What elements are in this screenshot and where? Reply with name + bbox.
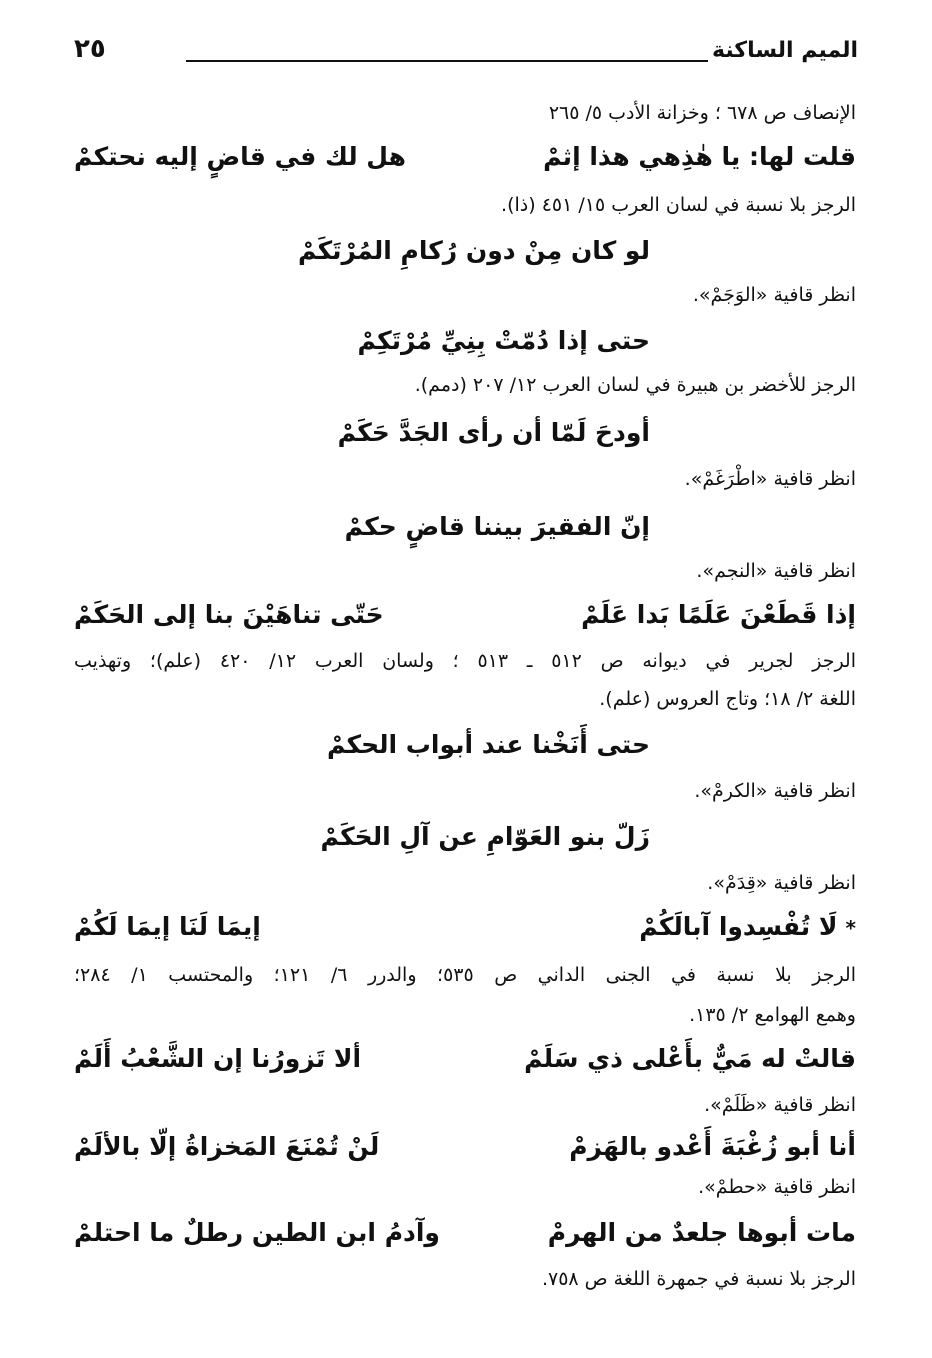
verse-first-hemistich — [639, 912, 856, 941]
verse-second-hemistich: حَتّى تناهَيْنَ بنا إلى الحَكَمْ — [74, 600, 384, 629]
verse-line — [74, 1044, 856, 1073]
verse-first-hemistich: أنا أبو زُغْبَةَ أَعْدو بالهَزمْ — [569, 1132, 856, 1161]
verse-line — [74, 600, 856, 629]
single-verse: لو كان مِنْ دون رُكامِ المُرْتَكَمْ — [298, 236, 650, 265]
verse-second-hemistich: إيمَا لَنَا إيمَا لَكُمْ — [74, 912, 261, 941]
single-verse: زَلّ بنو العَوّامِ عن آلِ الحَكَمْ — [320, 822, 650, 851]
citation-line: الرجز بلا نسبة في الجنى الداني ص ٥٣٥؛ والدرر ٦/ ١٢١؛ والمحتسب ١/ ٢٨٤؛ — [74, 964, 857, 986]
verse-line — [74, 142, 856, 171]
citation-line: الإنصاف ص ٦٧٨ ؛ وخزانة الأدب ٥/ ٢٦٥ — [548, 102, 856, 124]
single-verse: أودحَ لَمّا أن رأى الجَدَّ حَكَمْ — [337, 418, 650, 447]
cross-reference: انظر قافية «اطْرَغَمْ». — [684, 468, 856, 490]
cross-reference: انظر قافية «قِدَمْ». — [707, 872, 856, 894]
chapter-title: الميم الساكنة — [711, 38, 858, 63]
verse-line — [74, 1132, 856, 1161]
page-number: ٢٥ — [74, 34, 106, 64]
cross-reference: انظر قافية «النجم». — [696, 560, 856, 582]
verse-line — [74, 912, 856, 941]
citation-line: اللغة ٢/ ١٨؛ وتاج العروس (علم). — [599, 688, 856, 710]
asterisk-marker: * — [845, 916, 856, 940]
verse-second-hemistich: لَنْ تُمْنَعَ المَخزاةُ إلّا بالألَمْ — [74, 1132, 380, 1161]
verse-second-hemistich: هل لك في قاضٍ إليه نحتكمْ — [74, 142, 406, 171]
verse-first-hemistich: قلت لها: يا هٰذِهي هذا إثمْ — [543, 142, 856, 171]
header-rule — [186, 60, 708, 62]
verse-first-hemistich-text: لَا تُفْسِدوا آبالَكُمْ — [639, 912, 838, 941]
citation-line: الرجز للأخضر بن هبيرة في لسان العرب ١٢/ ٢٠٧ (دمم). — [414, 374, 856, 396]
citation-line: الرجز لجرير في ديوانه ص ٥١٢ ـ ٥١٣ ؛ ولسان العرب ١٢/ ٤٢٠ (علم)؛ وتهذيب — [74, 650, 857, 672]
verse-first-hemistich: إذا قَطَعْنَ عَلَمًا بَدا عَلَمْ — [581, 600, 856, 629]
citation-line: الرجز بلا نسبة في جمهرة اللغة ص ٧٥٨. — [541, 1268, 856, 1290]
cross-reference: انظر قافية «الوَجَمْ». — [692, 284, 856, 306]
single-verse: إنّ الفقيرَ بيننا قاضٍ حكمْ — [344, 512, 650, 541]
single-verse: حتى إذا دُمّتْ بِنِيِّ مُرْتَكِمْ — [357, 326, 650, 355]
verse-second-hemistich: ألا تَزورُنا إن الشَّعْبُ أَلَمْ — [74, 1044, 362, 1073]
verse-second-hemistich: وآدمُ ابن الطين رطلٌ ما احتلمْ — [74, 1218, 440, 1247]
cross-reference: انظر قافية «حطمْ». — [698, 1176, 856, 1198]
page-header — [74, 34, 858, 70]
citation-line: الرجز بلا نسبة في لسان العرب ١٥/ ٤٥١ (ذا). — [501, 194, 856, 216]
cross-reference: انظر قافية «ظَلَمْ». — [704, 1094, 856, 1116]
verse-first-hemistich: قالتْ له مَيٌّ بأَعْلى ذي سَلَمْ — [524, 1044, 856, 1073]
single-verse: حتى أَنَخْنا عند أبواب الحكمْ — [326, 730, 650, 759]
verse-line — [74, 1218, 856, 1247]
cross-reference: انظر قافية «الكرمْ». — [694, 780, 856, 802]
citation-line: وهمع الهوامع ٢/ ١٣٥. — [689, 1004, 856, 1026]
verse-first-hemistich: مات أبوها جلعدٌ من الهرمْ — [547, 1218, 856, 1247]
